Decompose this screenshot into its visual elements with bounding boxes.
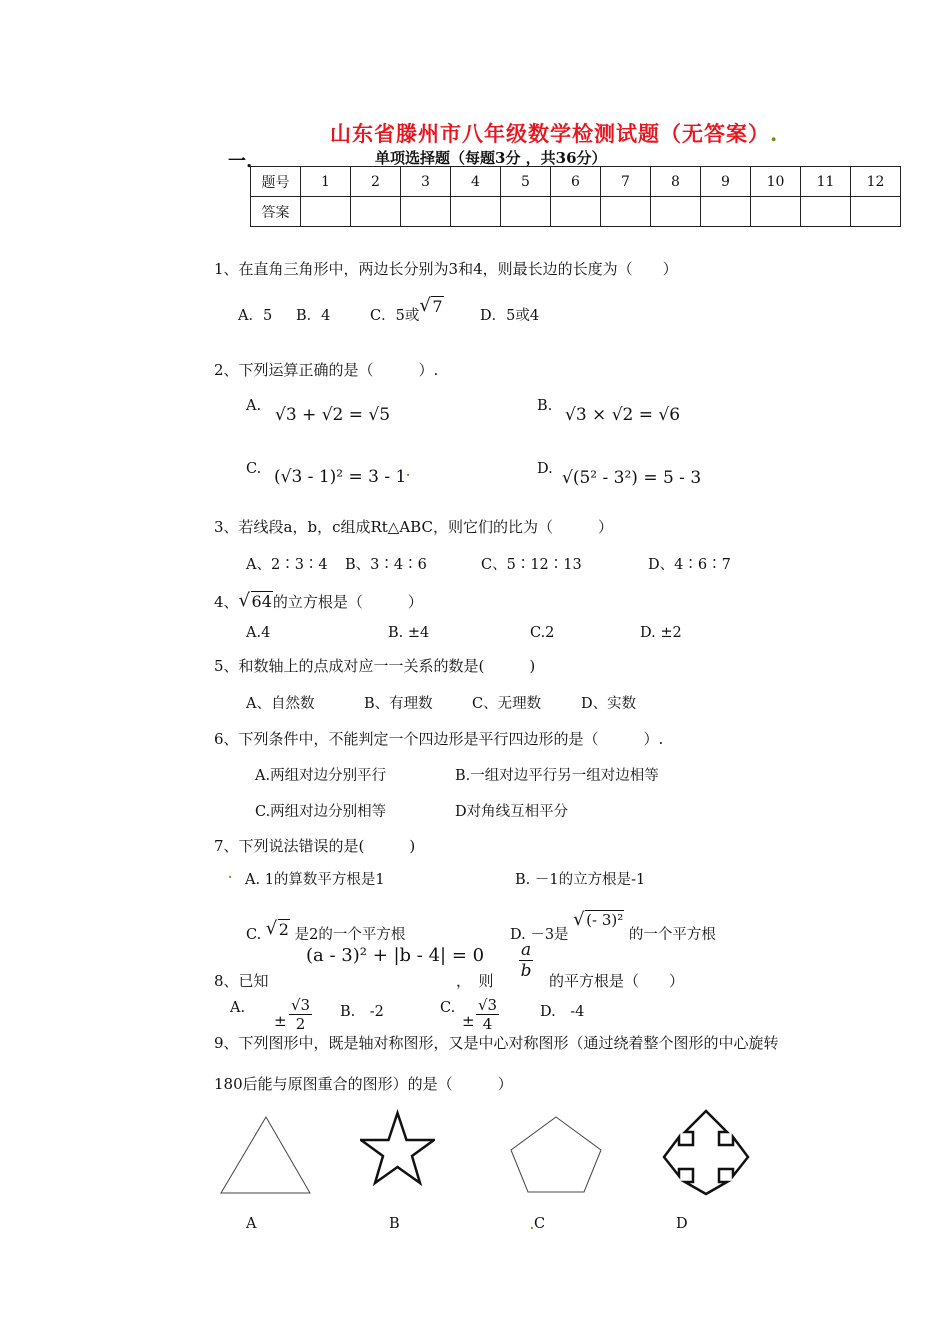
answer-cell[interactable] [451, 197, 501, 227]
answer-cell[interactable] [751, 197, 801, 227]
question-8-stem-tail: 的平方根是（ ） [549, 972, 685, 990]
question-9-label-d: D [676, 1216, 688, 1232]
question-9-label-c: C [534, 1216, 546, 1232]
question-8-option-c-value: $\frac{√3}{4}$ [478, 996, 498, 1033]
question-6-option-b: B.一组对边平行另一组对边相等 [455, 768, 659, 784]
question-2-expr-b: √3 × √2 = √6 [565, 405, 681, 425]
question-8-option-a-value: $\frac{√3}{2}$ [291, 996, 311, 1033]
question-1-option-c: C．5或√ 7 [370, 304, 444, 325]
question-8-option-c-pm: ± [462, 1012, 475, 1030]
answer-cell[interactable] [401, 197, 451, 227]
table-cell: 3 [401, 167, 451, 197]
question-5-option-a: A、自然数 [246, 696, 315, 712]
table-cell: 10 [751, 167, 801, 197]
question-8-option-a-pm: ± [274, 1012, 287, 1030]
question-9-stem: 9、下列图形中，既是轴对称图形，又是中心对称图形（通过绕着整个图形的中心旋转 [214, 1034, 779, 1052]
question-1-option-d: D．5或4 [480, 308, 540, 324]
table-cell: 6 [551, 167, 601, 197]
question-8-stem-mid: ， 则 [456, 972, 494, 990]
question-7-option-d: D. －3是 √ (- 3)² 的一个平方根 [510, 923, 716, 944]
table-cell: 7 [601, 167, 651, 197]
question-4-option-a: A.4 [246, 625, 271, 641]
question-8-stem-pre: 8、已知 [214, 972, 269, 990]
question-2-expr-a: √3 + √2 = √5 [275, 405, 391, 425]
table-cell: 9 [701, 167, 751, 197]
question-7-option-a: A. 1的算数平方根是1 [245, 872, 385, 888]
cross-arrow-figure [660, 1108, 752, 1196]
question-9-label-b: B [389, 1216, 400, 1232]
question-7-stem: 7、下列说法错误的是( ) [214, 837, 416, 855]
pentagon-figure [505, 1112, 605, 1197]
table-row [251, 167, 901, 197]
question-5-option-c: C、无理数 [472, 696, 542, 712]
question-4-option-d: D. ±2 [640, 625, 682, 641]
table-cell: 11 [801, 167, 851, 197]
question-2-expr-d: √(5² - 3²) = 5 - 3 [562, 468, 702, 488]
question-2-label-a: A. [246, 398, 262, 414]
question-3-option-a: A、2∶3∶4 [246, 557, 328, 573]
question-8-option-c: C. [440, 1000, 456, 1016]
question-2-label-b: B. [537, 398, 553, 414]
answer-cell[interactable] [601, 197, 651, 227]
answer-cell[interactable] [501, 197, 551, 227]
triangle-figure [215, 1112, 315, 1197]
answer-cell[interactable] [301, 197, 351, 227]
table-cell: 12 [851, 167, 901, 197]
section-title: 单项选择题（每题3分 ，共36分） [375, 149, 607, 167]
question-6-option-c: C.两组对边分别相等 [255, 804, 387, 820]
stray-dot: · [228, 870, 233, 884]
question-8-option-b: B. -2 [340, 1004, 384, 1020]
question-9-label-a: A [246, 1216, 257, 1232]
question-1-option-a: A．5 [238, 308, 273, 324]
table-header-number: 题号 [251, 167, 301, 197]
question-7-option-c: C. √ 2 是2的一个平方根 [246, 923, 405, 944]
answer-cell[interactable] [851, 197, 901, 227]
question-2-expr-c: (√3 - 1)² = 3 - 1 [274, 467, 407, 487]
question-5-option-d: D、实数 [581, 696, 637, 712]
question-7-option-b: B. －1的立方根是-1 [515, 872, 646, 888]
question-2-label-c: C. [246, 461, 262, 477]
question-6-option-a: A.两组对边分别平行 [255, 768, 387, 784]
question-4-stem: 4、√ 64的立方根是（ ） [214, 591, 423, 612]
question-3-option-d: D、4∶6∶7 [648, 557, 731, 573]
page-title: 山东省滕州市八年级数学检测试题（无答案）. [330, 121, 779, 146]
table-row [251, 197, 901, 227]
stray-dot: · [530, 1222, 534, 1235]
question-1-option-b: B．4 [296, 308, 331, 324]
question-8-option-d: D. -4 [540, 1004, 585, 1020]
question-1-stem: 1、在直角三角形中，两边长分别为3和4，则最长边的长度为（ ） [214, 260, 678, 278]
question-6-stem: 6、下列条件中，不能判定一个四边形是平行四边形的是（ ）. [214, 730, 664, 748]
table-cell: 4 [451, 167, 501, 197]
answer-table [250, 166, 901, 227]
answer-cell[interactable] [551, 197, 601, 227]
question-5-option-b: B、有理数 [364, 696, 433, 712]
question-6-option-d: D对角线互相平分 [455, 804, 569, 820]
answer-cell[interactable] [701, 197, 751, 227]
table-cell: 5 [501, 167, 551, 197]
question-5-stem: 5、和数轴上的点成对应一一关系的数是( ) [214, 657, 536, 675]
question-3-stem: 3、若线段a，b，c组成Rt△ABC，则它们的比为（ ） [214, 518, 613, 536]
question-9-stem-2: 180后能与原图重合的图形）的是（ ） [214, 1075, 513, 1093]
title-dot: . [770, 121, 779, 146]
stray-dot: · [406, 468, 411, 482]
answer-cell[interactable] [651, 197, 701, 227]
table-cell: 8 [651, 167, 701, 197]
question-2-stem: 2、下列运算正确的是（ ）. [214, 361, 439, 379]
star-figure [360, 1108, 435, 1188]
question-8-option-a: A. [230, 1000, 246, 1016]
table-header-answer: 答案 [251, 197, 301, 227]
question-8-condition-expr: (a - 3)² + |b - 4| = 0 [306, 945, 485, 966]
question-3-option-c: C、5∶12∶13 [481, 557, 582, 573]
section-number: 一. [228, 151, 253, 172]
question-4-option-b: B. ±4 [388, 625, 430, 641]
question-8-fraction: $\frac{a}{b}$ [520, 940, 532, 981]
answer-cell[interactable] [351, 197, 401, 227]
question-3-option-b: B、3∶4∶6 [345, 557, 427, 573]
question-2-label-d: D. [537, 461, 553, 477]
table-cell: 1 [301, 167, 351, 197]
question-4-option-c: C.2 [530, 625, 555, 641]
answer-cell[interactable] [801, 197, 851, 227]
table-cell: 2 [351, 167, 401, 197]
